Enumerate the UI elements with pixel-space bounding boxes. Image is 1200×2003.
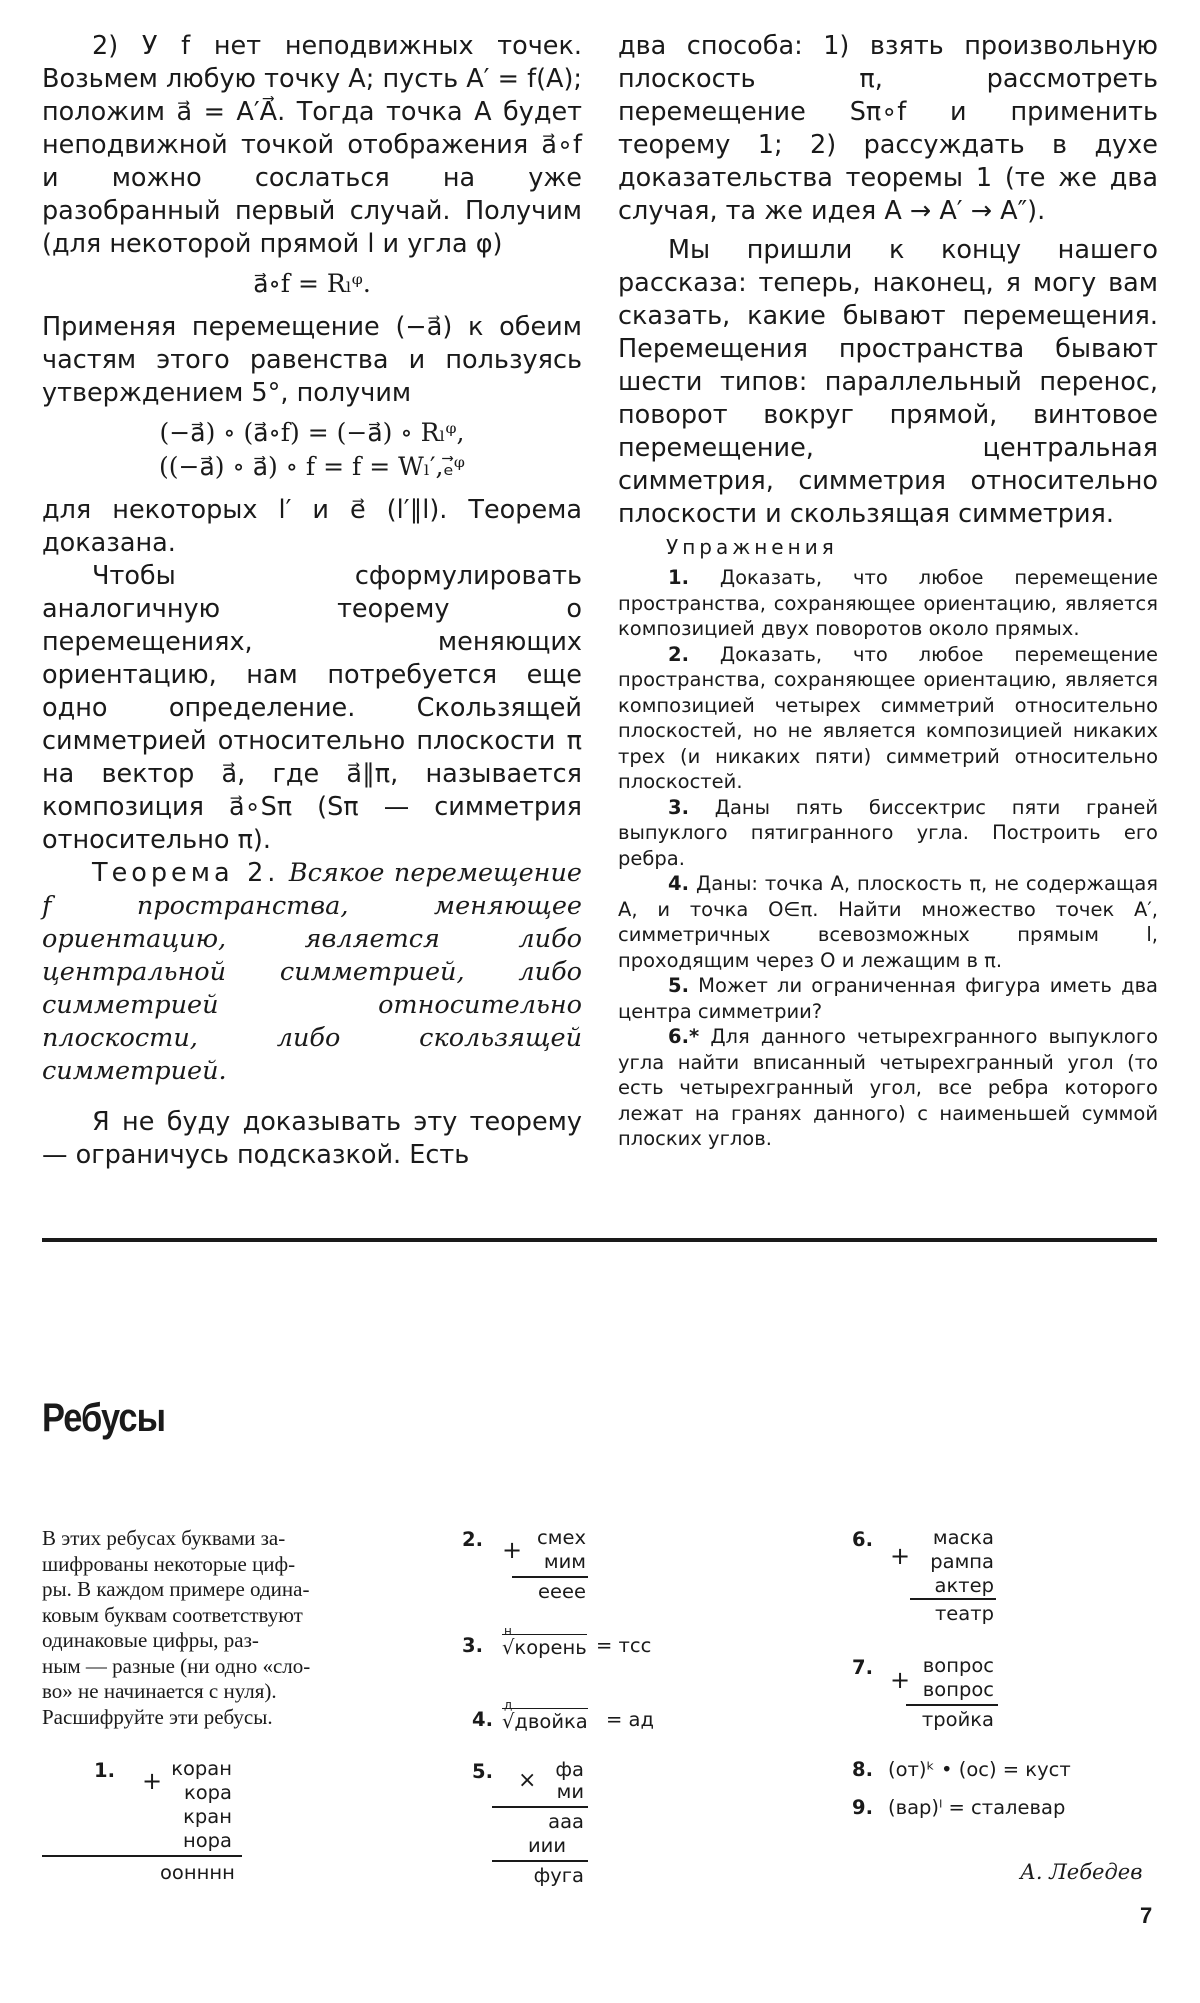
left-paragraph-3: для некоторых l′ и e⃗ (l′∥l). Теорема доказана. Чтобы сформулировать аналогичную теорему о перемещениях, меняющих ориентацию, нам потребуется еще одно определение. Скользящей симметрией относительно плоскости π на вектор a⃗, где a⃗∥π, называется композиция a⃗∘Sπ (Sπ — симметрия относительно π). Теорема 2. Всякое перемещение f пространства, меняющее ориентацию, является либо центральной симметрией, либо симметрией относительно плоскости, либо скользящей симметрией. Я не буду доказывать эту теорему — ограничусь подсказкой. Есть	[42, 495, 582, 1170]
right-paragraph-1: два способа: 1) взять произвольную плоскость π, рассмотреть перемещение Sπ∘f и применить теорему 1; 2) рассуждать в духе доказательства теоремы 1 (те же два случая, та же идея A → A′ → A″). Мы пришли к концу нашего рассказа: теперь, наконец, я могу вам сказать, какие бывают перемещения. Перемещения пространства бывают шести типов: параллельный перенос, поворот вокруг прямой, винтовое перемещение, центральная симметрия, симметрия относительно плоскости и скользящая симметрия.	[618, 31, 1158, 529]
left-column	[42, 30, 582, 1172]
left-paragraph-5: Я не буду доказывать эту теорему — ограничусь подсказкой. Есть	[42, 1107, 582, 1170]
rebus-title: Ребусы	[42, 1396, 166, 1440]
rebus-4: 4. д √двойка = ад	[472, 1698, 654, 1733]
rebus-3: 3. н √корень = тсс	[462, 1624, 652, 1659]
left-paragraph-1: 2) У f нет неподвижных точек. Возьмем любую точку A; пусть A′ = f(A); положим a⃗ = A′A⃗. Тогда точка A будет неподвижной точкой отображения a⃗∘f и можно сослаться на уже разобранный первый случай. Получим (для некоторой прямой l и угла φ)	[42, 31, 582, 259]
exercise-item: 4. Даны: точка A, плоскость π, не содержащая A, и точка O∈π. Найти множество точек A′, симметричных всевозможных прямым l, проходящим через O и лежащим в π.	[618, 872, 1159, 972]
formula-3: ((−a⃗) ∘ a⃗) ∘ f = f = Wₗ′,ₑ⃗ᵠ	[159, 452, 465, 481]
exercise-item: 6.* Для данного четырехгранного выпуклого угла найти вписанный четырехгранный угол (то есть четырехгранный угол, все ребра которого лежат на гранях данного) с наименьшей суммой плоских углов.	[618, 1025, 1159, 1150]
theorem-text: Всякое перемещение f пространства, меняющее ориентацию, является либо центральной симметрией, либо симметрией относительно плоскости, либо скользящей симметрией.	[42, 858, 582, 1086]
right-column	[618, 30, 1158, 1152]
left-paragraph-2: Применяя перемещение (−a⃗) к обеим частям этого равенства и пользуясь утверждением 5°, получим	[42, 312, 582, 408]
author-signature: А. Лебедев	[1020, 1860, 1143, 1884]
formula-2: (−a⃗) ∘ (a⃗∘f) = (−a⃗) ∘ Rₗᵠ,	[159, 418, 465, 447]
theorem-label: Теорема 2.	[92, 858, 280, 888]
exercise-item: 3. Даны пять биссектрис пяти граней выпуклого пятигранного угла. Построить его ребра.	[618, 795, 1158, 870]
exercise-item: 1. Доказать, что любое перемещение пространства, сохраняющее ориентацию, является композицией двух поворотов около прямых.	[618, 566, 1158, 640]
exercises-heading: Упражнения	[666, 535, 838, 559]
rebus-9: 9. (вар)ˡ = сталевар	[852, 1796, 1066, 1819]
rebus-5: 5. × фа ми ааа иии фуга	[472, 1756, 592, 1886]
rebus-6: 6. + маска рампа актер театр	[852, 1526, 994, 1625]
formula-1: a⃗∘f = Rₗᵠ.	[253, 269, 371, 298]
rebus-6-line	[910, 1598, 996, 1600]
rebus-intro: В этих ребусах буквами за- шифрованы некоторые циф- ры. В каждом примере одина- ковым буквам соответствуют одинаковые цифры, раз- ным — разные (ни одно «сло- во» не начинается с нуля). Расшифруйте эти ребусы.	[42, 1526, 311, 1729]
section-divider	[42, 1238, 1157, 1242]
exercise-list	[618, 565, 1158, 1152]
theorem-2	[42, 857, 582, 1088]
rebus-7-line	[906, 1704, 998, 1706]
rebus-1-line	[42, 1855, 242, 1857]
exercise-item: 2. Доказать, что любое перемещение пространства, сохраняющее ориентацию, является композицией четырех симметрий относительно плоскостей, но не является композицией никаких трех (и никаких пяти) симметрий относительно плоскостей.	[618, 642, 1158, 793]
page-number: 7	[1140, 1903, 1153, 1928]
rebus-2: 2. + смех мим ееее	[462, 1526, 586, 1603]
rebus-7: 7. + вопрос вопрос тройка	[852, 1652, 1002, 1732]
rebus-1: 1. + коран кора кран нора оонннн	[42, 1755, 252, 1875]
right-paragraph-2: Мы пришли к концу нашего рассказа: теперь, наконец, я могу вам сказать, какие бывают перемещения. Перемещения пространства бывают шести типов: параллельный перенос, поворот вокруг прямой, винтовое перемещение, центральная симметрия, симметрия относительно плоскости и скользящая симметрия.	[618, 235, 1158, 529]
rebus-5-line-1	[492, 1806, 588, 1808]
rebus-8: 8. (от)ᵏ • (ос) = куст	[852, 1758, 1071, 1781]
left-paragraph-4: Чтобы сформулировать аналогичную теорему о перемещениях, меняющих ориентацию, нам потребуется еще одно определение. Скользящей симметрией относительно плоскости π на вектор a⃗, где a⃗∥π, называется композиция a⃗∘Sπ (Sπ — симметрия относительно π).	[42, 561, 582, 855]
exercise-item: 5. Может ли ограниченная фигура иметь два центра симметрии?	[618, 974, 1159, 1023]
rebus-5-line-2	[492, 1860, 588, 1862]
rebus-2-line	[512, 1576, 588, 1578]
